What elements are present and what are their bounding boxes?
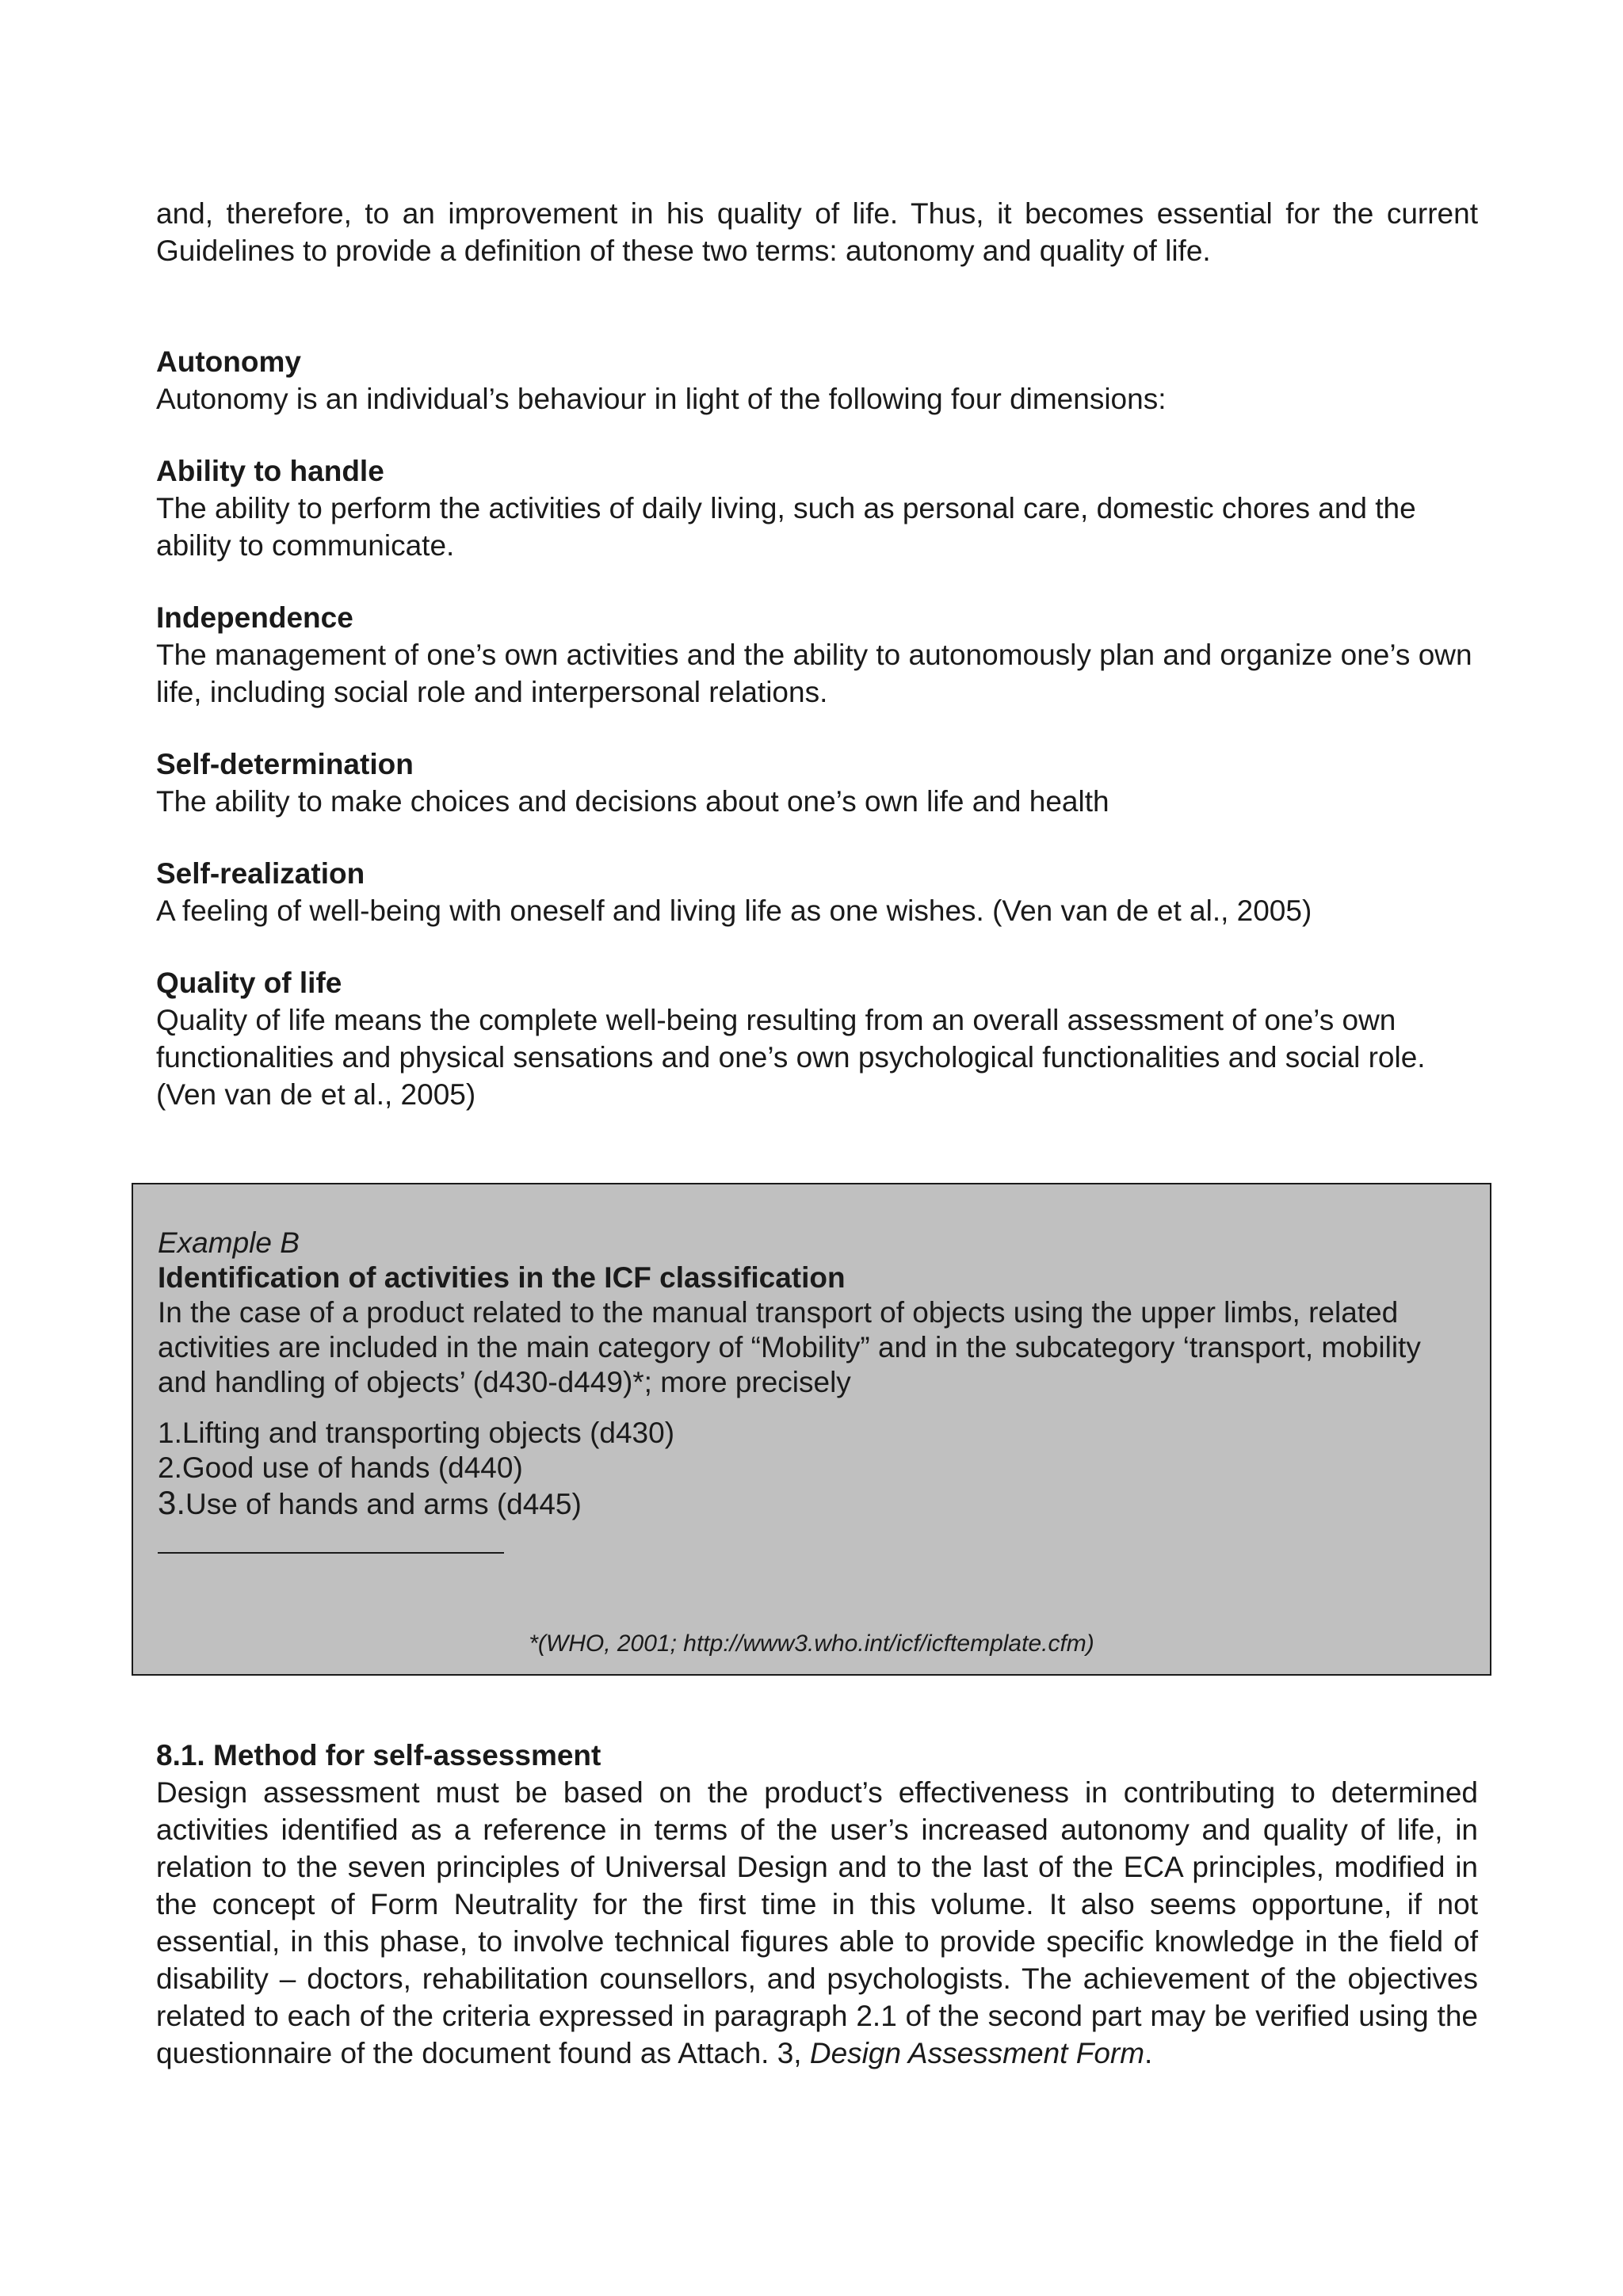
method-paragraph: [156, 1774, 1478, 2072]
example-content: [158, 1226, 1467, 1522]
intro-paragraph: and, therefore, to an improvement in his quality of life. Thus, it becomes essential for the current Guidelines to provide a definition of these two terms: autonomy and quality of life.: [156, 197, 1478, 267]
list-item-text: Lifting and transporting objects (d430): [181, 1417, 675, 1449]
dimension-independence: [156, 599, 1478, 711]
quality-of-life-section: [156, 964, 1478, 1113]
dimension-text: The ability to perform the activities of daily living, such as personal care, domestic chores and the ability to communicate.: [156, 492, 1416, 562]
quality-of-life-text: Quality of life means the complete well-being resulting from an overall assessment of one’s own functionalities and physical sensations and one’s own psychological functionalities and social role. (Ven van de et al., 2005): [156, 1004, 1426, 1111]
autonomy-paragraph: Autonomy is an individual’s behaviour in light of the following four dimensions:: [156, 383, 1167, 415]
list-item: [158, 1486, 1467, 1522]
dimension-text: The management of one’s own activities and the ability to autonomously plan and organize one’s own life, including social role and interpersonal relations.: [156, 639, 1472, 708]
example-label: Example B: [158, 1226, 300, 1259]
dimension-heading: Ability to handle: [156, 455, 384, 487]
method-text-end: .: [1144, 2037, 1153, 2069]
autonomy-heading: Autonomy: [156, 345, 301, 378]
list-item-number: 3.: [158, 1484, 186, 1521]
list-item-number: 1.: [158, 1417, 182, 1449]
list-item-text: Use of hands and arms (d445): [185, 1488, 582, 1520]
quality-of-life-heading: Quality of life: [156, 967, 342, 999]
footnote-divider: [158, 1552, 504, 1554]
dimension-text: A feeling of well-being with oneself and living life as one wishes. (Ven van de et al., 2005): [156, 894, 1312, 927]
method-section: [156, 1737, 1478, 2072]
intro-section: [156, 195, 1478, 269]
dimension-text: The ability to make choices and decisions about one’s own life and health: [156, 785, 1109, 818]
autonomy-section: [156, 343, 1478, 1113]
dimension-self-determination: [156, 746, 1478, 820]
example-title: Identification of activities in the ICF classification: [158, 1261, 846, 1294]
activity-list: [158, 1416, 1467, 1522]
dimension-heading: Independence: [156, 601, 353, 634]
list-item: [158, 1451, 1467, 1486]
example-paragraph: In the case of a product related to the manual transport of objects using the upper limbs, related activities are included in the main category of “Mobility” and in the subcategory ‘transport, mobility and handling of objects’ (d430-d449)*; more precisely: [158, 1296, 1421, 1398]
dimension-ability: [156, 452, 1478, 564]
example-b-box: [132, 1183, 1491, 1676]
list-item-text: Good use of hands (d440): [181, 1451, 523, 1484]
method-heading: 8.1. Method for self-assessment: [156, 1739, 601, 1772]
method-form-title: Design Assessment Form: [809, 2037, 1145, 2069]
list-item: [158, 1416, 1467, 1451]
dimension-self-realization: [156, 855, 1478, 929]
dimension-heading: Self-realization: [156, 857, 365, 890]
method-text: Design assessment must be based on the product’s effectiveness in contributing to determined activities identified as a reference in terms of the user’s increased autonomy and quality of life, in relation to the seven principles of Universal Design and to the last of the ECA principles, modified in the concept of Form Neutrality for the first time in this volume. It also seems opportune, if not essential, in this phase, to involve technical figures able to provide specific knowledge in the field of disability – doctors, rehabilitation counsellors, and psychologists. The achievement of the objectives related to each of the criteria expressed in paragraph 2.1 of the second part may be verified using the questionnaire of the document found as Attach. 3,: [156, 1776, 1478, 2069]
list-item-number: 2.: [158, 1451, 182, 1484]
footnote: *(WHO, 2001; http://www3.who.int/icf/icftemplate.cfm): [529, 1630, 1094, 1657]
dimension-heading: Self-determination: [156, 748, 414, 780]
